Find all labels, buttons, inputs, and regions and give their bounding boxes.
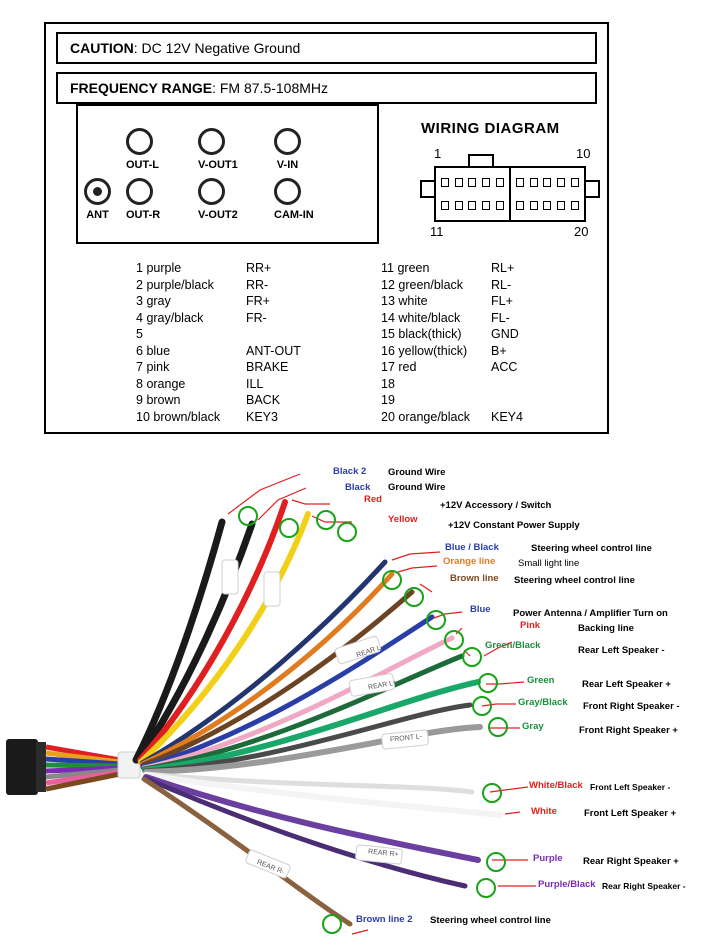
pin-row-bottom [513, 201, 582, 210]
pin [482, 178, 490, 187]
jack-label: OUT-L [126, 159, 159, 171]
pinout-row [136, 293, 386, 310]
jack-ant [84, 178, 111, 223]
desc-white: Front Left Speaker + [584, 808, 677, 819]
pin-number: 18 [381, 376, 395, 391]
pin-function: FR+ [246, 294, 270, 308]
pinout-row [381, 326, 611, 343]
pin [482, 201, 490, 210]
pin-function: RR- [246, 277, 269, 292]
connector-body [434, 166, 586, 222]
pin-number: 20 [381, 409, 395, 424]
wire-tag: FRONT L- [389, 733, 423, 744]
harness-illustration [0, 442, 721, 951]
rca-jack-icon [198, 128, 225, 155]
pinout-row [136, 409, 386, 426]
highlight-ring [316, 510, 336, 530]
pin [455, 178, 463, 187]
pin [543, 201, 551, 210]
pin-number: 2 [136, 277, 143, 292]
desc-red: +12V Accessory / Switch [440, 500, 552, 511]
caution-label: CAUTION [70, 40, 134, 56]
rca-jack-icon [274, 178, 301, 205]
pin-function: KEY3 [246, 409, 278, 424]
highlight-ring [486, 852, 506, 872]
highlight-ring [444, 630, 464, 650]
pin-function: B+ [491, 343, 507, 358]
label-pink: Pink [520, 620, 541, 631]
desc-orange-line: Small light line [518, 558, 580, 569]
label-green: Green [527, 675, 555, 686]
pin-function: RR+ [246, 261, 272, 275]
pin-color: green [397, 261, 430, 275]
pin-number: 14 [381, 310, 395, 325]
pin-color: white [398, 294, 428, 308]
pin [468, 201, 476, 210]
pin-color: red [398, 360, 417, 374]
connector-diagram [416, 146, 601, 246]
wire-tag: REAR R+ [367, 848, 399, 859]
rca-jack-icon [198, 178, 225, 205]
label-orange-line: Orange line [443, 556, 496, 567]
pin-number: 5 [136, 327, 143, 341]
pin-color: brown [146, 393, 181, 407]
highlight-ring [322, 914, 342, 934]
desc-green: Rear Left Speaker + [582, 679, 671, 690]
frequency-row [56, 72, 597, 104]
pin-number: 3 [136, 294, 143, 308]
pin [468, 178, 476, 187]
pin-row-top [513, 178, 582, 187]
pin-function: ACC [491, 360, 518, 374]
pin-color: orange/black [398, 409, 470, 424]
pin-color: purple/black [146, 277, 214, 292]
pinout-row [136, 359, 386, 376]
connector-half-right [511, 168, 584, 220]
pin-function: ANT-OUT [246, 343, 301, 358]
pin-number: 8 [136, 376, 143, 391]
highlight-ring [337, 522, 357, 542]
pin [496, 201, 504, 210]
desc-gray: Front Right Speaker + [579, 725, 678, 736]
label-blue-black: Blue / Black [445, 542, 499, 553]
label-brown-line2: Brown line 2 [356, 914, 413, 925]
pinout-row [136, 260, 386, 277]
specification-panel [44, 22, 609, 434]
jack-label: CAM-IN [274, 209, 314, 221]
highlight-ring [404, 587, 424, 607]
label-white: White [531, 806, 557, 817]
pin-function [491, 376, 591, 393]
pin [571, 178, 579, 187]
desc-purple-black: Rear Right Speaker - [602, 881, 686, 891]
pinout-row [381, 277, 611, 294]
highlight-ring [426, 610, 446, 630]
pin-number: 19 [381, 393, 395, 407]
pin-number-bottom-left: 11 [430, 224, 444, 239]
highlight-ring [472, 696, 492, 716]
rca-jack-icon [126, 178, 153, 205]
pin-number: 10 [136, 409, 150, 424]
pinout-row [381, 293, 611, 310]
pin-color: blue [146, 343, 171, 358]
pin-color: purple [146, 261, 182, 275]
pin [557, 201, 565, 210]
pinout-column-right [381, 260, 611, 425]
pin-function: BRAKE [246, 360, 289, 374]
pinout-row [381, 310, 611, 327]
pin-color: yellow(thick) [398, 343, 468, 358]
pinout-row [381, 392, 611, 409]
label-blue: Blue [470, 604, 491, 615]
desc-green-black: Rear Left Speaker - [578, 645, 665, 656]
pin-number-top-right: 10 [576, 146, 591, 161]
desc-brown-line: Steering wheel control line [514, 575, 635, 586]
pin [496, 178, 504, 187]
pin-function: RL- [491, 277, 512, 292]
pin-row-bottom [438, 201, 507, 210]
pin [441, 178, 449, 187]
harness-plug [6, 739, 46, 795]
jack-label: V-OUT2 [197, 209, 238, 221]
desc-blue: Power Antenna / Amplifier Turn on [513, 608, 668, 619]
pinout-row [136, 376, 386, 393]
pin-number: 7 [136, 360, 143, 374]
highlight-ring [488, 717, 508, 737]
highlight-ring [382, 570, 402, 590]
highlight-ring [482, 783, 502, 803]
label-white-black: White/Black [529, 780, 583, 791]
label-gray: Gray [522, 721, 544, 732]
pin-color: brown/black [153, 409, 221, 424]
pin-number: 13 [381, 294, 395, 308]
label-gray-black: Gray/Black [518, 697, 568, 708]
pin-number-bottom-right: 20 [574, 224, 589, 239]
pinout-row [381, 260, 611, 277]
pin [441, 201, 449, 210]
jack-v-out2 [198, 178, 238, 223]
pin-color: white/black [398, 310, 461, 325]
desc-yellow: +12V Constant Power Supply [448, 520, 580, 531]
antenna-jack-icon [84, 178, 111, 205]
pin-row-top [438, 178, 507, 187]
pin-color: gray [146, 294, 171, 308]
pin-color: orange [146, 376, 186, 391]
label-purple: Purple [533, 853, 563, 864]
pin-number: 12 [381, 277, 395, 292]
label-black: Black [345, 482, 371, 493]
pin [557, 178, 565, 187]
pin-number-top-left: 1 [434, 146, 442, 161]
jack-label: V-OUT1 [197, 159, 238, 171]
caution-value: : DC 12V Negative Ground [133, 40, 301, 56]
connector-half-left [436, 168, 511, 220]
pinout-row [136, 277, 386, 294]
label-red: Red [364, 494, 382, 505]
jack-label: OUT-R [125, 209, 161, 221]
pin-function: FL+ [491, 294, 513, 308]
label-purple-black: Purple/Black [538, 879, 596, 890]
pinout-row [381, 343, 611, 360]
label-black2: Black 2 [333, 466, 367, 477]
pin-number: 9 [136, 393, 143, 407]
frequency-value: : FM 87.5-108MHz [212, 80, 329, 96]
pinout-row [381, 376, 611, 393]
jack-label: V-IN [276, 159, 299, 171]
desc-black2: Ground Wire [388, 467, 446, 478]
pin-color: black(thick) [398, 327, 462, 341]
pin [530, 178, 538, 187]
desc-purple: Rear Right Speaker + [583, 856, 679, 867]
pin-function: RL+ [491, 261, 515, 275]
pin-function: ILL [246, 376, 264, 391]
pin-function: GND [491, 327, 519, 341]
jack-v-in [274, 128, 301, 173]
pin [543, 178, 551, 187]
jack-out-r [126, 178, 160, 223]
pin-color: pink [146, 360, 170, 374]
highlight-ring [279, 518, 299, 538]
wire-tag: REAR R- [255, 858, 286, 877]
pin-number: 4 [136, 310, 143, 325]
desc-blue-black: Steering wheel control line [531, 543, 652, 554]
label-yellow: Yellow [388, 514, 418, 525]
pin-number: 15 [381, 327, 395, 341]
wiring-harness-photo [0, 442, 721, 951]
pinout-row [381, 409, 611, 426]
pin-function: FR- [246, 310, 267, 325]
pin-color: gray/black [146, 310, 204, 325]
pin-number: 16 [381, 343, 395, 358]
pin-color: green/black [398, 277, 464, 292]
highlight-ring [238, 506, 258, 526]
pin-number: 1 [136, 261, 143, 275]
pin-function: FL- [491, 310, 510, 325]
rca-jack-icon [126, 128, 153, 155]
frequency-label: FREQUENCY RANGE [70, 80, 213, 96]
wire-tag: REAR L- [355, 643, 385, 660]
desc-black: Ground Wire [388, 482, 446, 493]
desc-brown-line2: Steering wheel control line [430, 915, 551, 926]
desc-white-black: Front Left Speaker - [590, 782, 671, 792]
label-brown-line: Brown line [450, 573, 499, 584]
caution-row [56, 32, 597, 64]
pin [516, 201, 524, 210]
pin-number: 17 [381, 360, 395, 374]
jack-cam-in [274, 178, 314, 223]
desc-pink: Backing line [578, 623, 634, 634]
jack-out-l [126, 128, 159, 173]
pin [455, 201, 463, 210]
wire-tag: REAR L+ [367, 679, 398, 692]
pin [571, 201, 579, 210]
wiring-diagram-title: WIRING DIAGRAM [421, 120, 560, 137]
highlight-ring [478, 673, 498, 693]
desc-gray-black: Front Right Speaker - [583, 701, 680, 712]
pin-number: 11 [381, 261, 394, 275]
highlight-ring [476, 878, 496, 898]
pin [516, 178, 524, 187]
highlight-ring [462, 647, 482, 667]
pinout-row [136, 310, 386, 327]
rca-jack-icon [274, 128, 301, 155]
rca-jack-box [76, 104, 379, 244]
label-green-black: Green/Black [485, 640, 541, 651]
connector-ear-right [584, 180, 600, 198]
pinout-row [136, 392, 386, 409]
pin-function: KEY4 [491, 409, 523, 424]
pinout-column-left [136, 260, 386, 425]
pinout-row [136, 343, 386, 360]
pinout-row [381, 359, 611, 376]
pinout-row [136, 326, 386, 343]
jack-label: ANT [86, 209, 109, 221]
pin-function [491, 392, 591, 409]
pin-function: BACK [246, 393, 281, 407]
pin-function [246, 326, 346, 343]
pin-number: 6 [136, 343, 143, 358]
pin [530, 201, 538, 210]
jack-v-out1 [198, 128, 238, 173]
